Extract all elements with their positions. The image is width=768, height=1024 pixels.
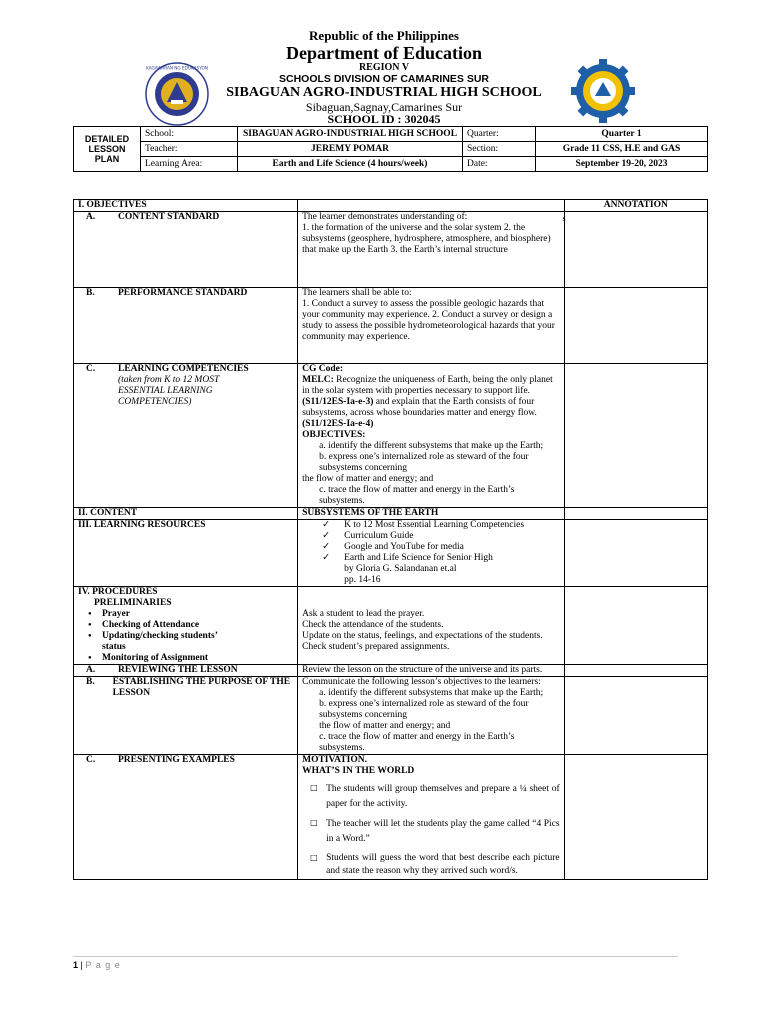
row-letter: C. bbox=[86, 755, 96, 765]
quarter-label: Quarter: bbox=[463, 127, 536, 142]
competencies-note: (taken from K to 12 MOST ESSENTIAL LEARNING COMPETENCIES) bbox=[118, 375, 220, 407]
page-label: P a g e bbox=[85, 960, 121, 970]
procedures-label: IV. PROCEDURES bbox=[78, 587, 158, 597]
review-text: Review the lesson on the structure of the universe and its parts. bbox=[302, 665, 543, 675]
quarter-value: Quarter 1 bbox=[536, 127, 708, 142]
date-value: September 19-20, 2023 bbox=[536, 157, 708, 172]
list-item: ✓ Curriculum Guide bbox=[322, 531, 414, 541]
teacher-label: Teacher: bbox=[141, 142, 238, 157]
page-footer bbox=[73, 956, 678, 970]
school-address: Sibaguan,Sagnay,Camarines Sur bbox=[305, 100, 463, 114]
row-letter: A. bbox=[86, 665, 96, 675]
table-row bbox=[74, 288, 708, 364]
performance-standard-text: The learners shall be able to: 1. Conduct a survey to assess the possible geologic hazards that your community may experience. 2. Conduct a survey or design a study to assess the possible hydrometeorological hazards that your community may experience. bbox=[302, 288, 555, 342]
table-row bbox=[74, 665, 708, 677]
melc-text: MELC: Recognize the uniqueness of Earth, being the only planet in the solar system with properties necessary to support life. (S11/12ES-Ia-e-3) and explain that the Earth consists of four subsystems, across whose boundaries matter and energy flow. (S11/12ES-Ia-e-4) bbox=[302, 375, 553, 429]
list-item: □ The students will group themselves and prepare a ¼ sheet of paper for the activity. bbox=[302, 782, 560, 812]
objective-item-cont: the flow of matter and energy; and bbox=[302, 474, 434, 484]
wiw-heading: WHAT’S IN THE WORLD bbox=[302, 766, 415, 776]
list-item-cont: by Gloria G. Salandanan et.al bbox=[344, 564, 457, 574]
list-item: □ Students will guess the word that best describe each picture and state the reason why they arrived such word/s. bbox=[302, 852, 560, 878]
deped-seal-icon bbox=[145, 62, 209, 126]
square-bullet-icon: □ bbox=[310, 783, 318, 792]
melc-code: (S11/12ES-Ia-e-4) bbox=[302, 419, 374, 429]
school-id: SCHOOL ID : 302045 bbox=[327, 112, 441, 126]
square-bullet-icon: □ bbox=[310, 818, 318, 827]
performance-standard-label: PERFORMANCE STANDARD bbox=[118, 288, 248, 298]
school-gear-logo-icon bbox=[570, 58, 636, 124]
checkmark-icon: ✓ bbox=[322, 542, 331, 552]
table-row bbox=[74, 212, 708, 288]
bullet-icon: ● bbox=[88, 622, 92, 628]
annotation-heading: ANNOTATION bbox=[603, 200, 668, 210]
republic-heading: Republic of the Philippines bbox=[309, 28, 459, 43]
annotation-mark: s bbox=[562, 214, 566, 223]
school-label: School: bbox=[141, 127, 238, 142]
objective-item: a. identify the different subsystems that make up the Earth; bbox=[319, 688, 544, 698]
examples-label: PRESENTING EXAMPLES bbox=[118, 755, 235, 765]
list-item: ✓ Google and YouTube for media bbox=[322, 542, 464, 552]
prelim-text: Ask a student to lead the prayer. bbox=[302, 609, 425, 619]
objective-item: b. express one’s internalized role as steward of the four subsystems concerning bbox=[319, 452, 529, 473]
competencies-label: LEARNING COMPETENCIES bbox=[118, 364, 249, 374]
footer-separator: | bbox=[80, 960, 83, 970]
table-row bbox=[74, 677, 708, 755]
school-value: SIBAGUAN AGRO-INDUSTRIAL HIGH SCHOOL bbox=[238, 127, 463, 142]
dlp-label: DETAILED LESSON PLAN bbox=[74, 127, 141, 172]
area-value: Earth and Life Science (4 hours/week) bbox=[238, 157, 463, 172]
purpose-intro: Communicate the following lesson’s objectives to the learners: bbox=[302, 677, 541, 687]
checkmark-icon: ✓ bbox=[322, 531, 331, 541]
objectives-heading: I. OBJECTIVES bbox=[78, 200, 147, 210]
objective-item-cont: the flow of matter and energy; and bbox=[319, 721, 451, 731]
row-letter: B. bbox=[86, 677, 95, 687]
list-item: ● Checking of Attendance bbox=[78, 620, 293, 631]
melc-label: MELC: bbox=[302, 375, 334, 385]
checkmark-icon: ✓ bbox=[322, 520, 331, 530]
table-row bbox=[74, 755, 708, 880]
checkmark-icon: ✓ bbox=[322, 553, 331, 563]
list-item: ● Updating/checking students’ status bbox=[78, 631, 293, 653]
section-value: Grade 11 CSS, H.E and GAS bbox=[536, 142, 708, 157]
teacher-value: JEREMY POMAR bbox=[238, 142, 463, 157]
objective-item: c. trace the flow of matter and energy in the Earth’s subsystems. bbox=[319, 732, 515, 753]
seal-text: KAGAWARAN NG EDUKASYON bbox=[146, 65, 208, 71]
review-label: REVIEWING THE LESSON bbox=[118, 665, 238, 675]
table-row bbox=[74, 200, 708, 212]
list-item: ● Monitoring of Assignment bbox=[78, 653, 293, 664]
department-heading: Department of Education bbox=[286, 43, 482, 63]
prelim-text: Check the attendance of the students. bbox=[302, 620, 444, 630]
page-number: 1 bbox=[73, 960, 79, 970]
bullet-icon: ● bbox=[88, 633, 92, 639]
list-item: □ The teacher will let the students play the game called “4 Pics in a Word.” bbox=[302, 817, 560, 847]
list-item: ✓ Earth and Life Science for Senior High bbox=[322, 553, 493, 563]
motivation-heading: MOTIVATION. bbox=[302, 755, 367, 765]
table-row bbox=[74, 364, 708, 508]
bullet-icon: ● bbox=[88, 655, 92, 661]
content-standard-label: CONTENT STANDARD bbox=[118, 212, 220, 222]
section-label: Section: bbox=[463, 142, 536, 157]
row-letter: B. bbox=[86, 288, 95, 298]
melc-code: (S11/12ES-Ia-e-3) bbox=[302, 397, 374, 407]
objectives-subheading: OBJECTIVES: bbox=[302, 430, 366, 440]
objective-item: c. trace the flow of matter and energy in the Earth’s subsystems. bbox=[319, 485, 515, 506]
table-row bbox=[74, 520, 708, 587]
row-letter: A. bbox=[86, 212, 96, 222]
objective-item: b. express one’s internalized role as steward of the four subsystems concerning bbox=[319, 699, 529, 720]
purpose-label: ESTABLISHING THE PURPOSE OF THE LESSON bbox=[112, 677, 291, 698]
school-heading: SIBAGUAN AGRO-INDUSTRIAL HIGH SCHOOL bbox=[226, 85, 542, 100]
cg-code-label: CG Code: bbox=[302, 364, 344, 374]
row-letter: C. bbox=[86, 364, 96, 374]
lesson-plan-table bbox=[73, 199, 708, 880]
prelim-text: Check student’s prepared assignments. bbox=[302, 642, 450, 652]
content-value: SUBSYSTEMS OF THE EARTH bbox=[302, 508, 439, 518]
list-item: ● Prayer bbox=[78, 609, 293, 620]
region-heading: REGION V bbox=[358, 62, 410, 73]
list-item: ✓ K to 12 Most Essential Learning Competencies bbox=[322, 520, 525, 530]
date-label: Date: bbox=[463, 157, 536, 172]
content-label: II. CONTENT bbox=[78, 508, 138, 518]
lesson-info-table bbox=[73, 126, 708, 172]
bullet-icon: ● bbox=[88, 611, 92, 617]
square-bullet-icon: □ bbox=[310, 853, 318, 862]
list-item-cont: pp. 14-16 bbox=[344, 575, 381, 585]
resources-label: III. LEARNING RESOURCES bbox=[78, 520, 206, 530]
preliminaries-label: PRELIMINARIES bbox=[94, 598, 172, 608]
content-standard-text: The learner demonstrates understanding of: 1. the formation of the universe and the solar system 2. the subsystems (geosphere, hydrosphere, atmosphere, and biosphere) that make up the Earth 3. the Earth’s internal structure bbox=[302, 212, 551, 255]
prelim-text: Update on the status, feelings, and expectations of the students. bbox=[302, 631, 543, 641]
objective-item: a. identify the different subsystems that make up the Earth; bbox=[319, 441, 544, 451]
table-row bbox=[74, 587, 708, 665]
table-row bbox=[74, 508, 708, 520]
division-heading: SCHOOLS DIVISION OF CAMARINES SUR bbox=[278, 73, 489, 85]
area-label: Learning Area: bbox=[141, 157, 238, 172]
